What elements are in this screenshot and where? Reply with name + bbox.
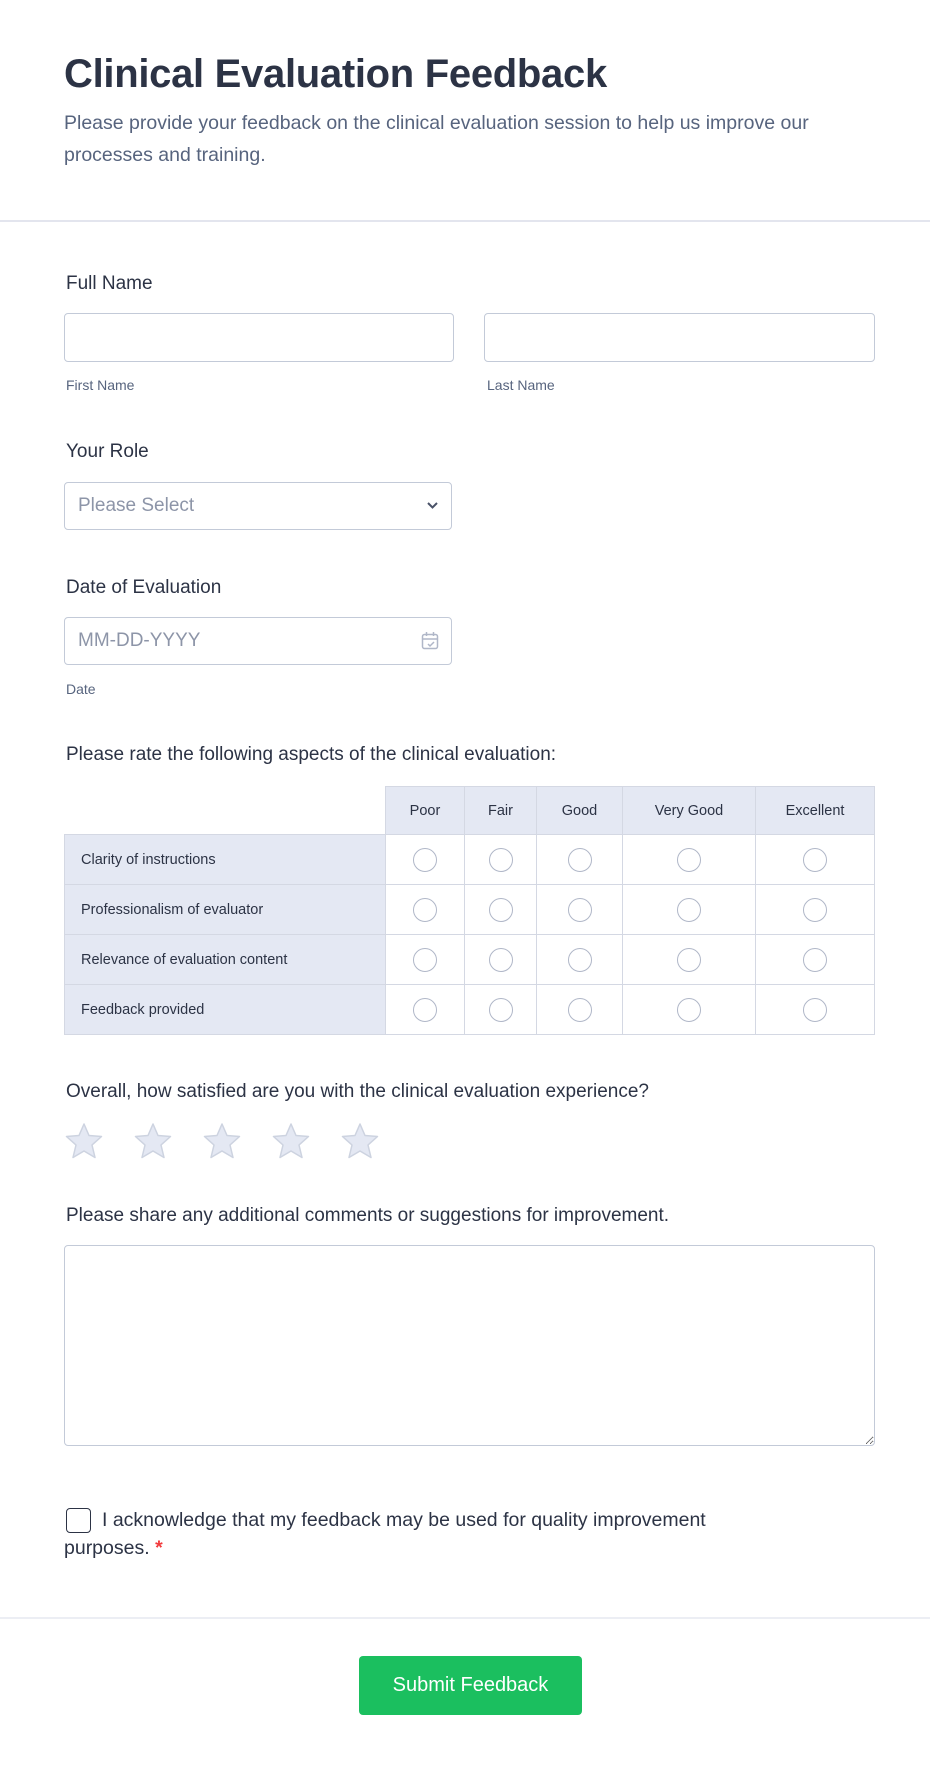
matrix-cell xyxy=(756,885,875,935)
form-subtitle: Please provide your feedback on the clinical evaluation session to help us improve our processes and training. xyxy=(64,112,809,166)
header-divider xyxy=(0,220,930,222)
rating-radio[interactable] xyxy=(803,898,827,922)
matrix-row-label: Clarity of instructions xyxy=(64,835,386,885)
first-name-input[interactable] xyxy=(64,313,454,362)
rating-matrix-label: Please rate the following aspects of the clinical evaluation: xyxy=(66,744,557,765)
rating-radio[interactable] xyxy=(489,998,513,1022)
satisfaction-label: Overall, how satisfied are you with the clinical evaluation experience? xyxy=(66,1081,649,1102)
date-placeholder: MM-DD-YYYY xyxy=(78,630,201,651)
rating-radio[interactable] xyxy=(677,848,701,872)
matrix-cell xyxy=(386,935,465,985)
matrix-cell xyxy=(537,935,623,985)
star-rating xyxy=(64,1121,380,1161)
acknowledge-text: I acknowledge that my feedback may be used for quality improvement purposes. xyxy=(64,1509,706,1559)
matrix-cell xyxy=(537,885,623,935)
rating-radio[interactable] xyxy=(677,998,701,1022)
comments-textarea[interactable] xyxy=(64,1245,875,1446)
matrix-cell xyxy=(623,885,756,935)
star-icon[interactable] xyxy=(271,1121,311,1161)
matrix-cell xyxy=(465,885,537,935)
rating-radio[interactable] xyxy=(568,998,592,1022)
matrix-column-header: Fair xyxy=(465,786,537,835)
matrix-cell xyxy=(756,935,875,985)
rating-radio[interactable] xyxy=(568,848,592,872)
matrix-row xyxy=(64,885,875,935)
rating-matrix xyxy=(64,786,875,1035)
matrix-column-header: Good xyxy=(537,786,623,835)
matrix-cell xyxy=(756,835,875,885)
rating-radio[interactable] xyxy=(803,948,827,972)
footer-divider xyxy=(0,1617,930,1619)
date-label: Date of Evaluation xyxy=(66,577,222,598)
role-select[interactable] xyxy=(64,482,452,530)
matrix-row-label: Relevance of evaluation content xyxy=(64,935,386,985)
matrix-row-label: Feedback provided xyxy=(64,985,386,1035)
matrix-row xyxy=(64,835,875,885)
matrix-cell xyxy=(386,835,465,885)
matrix-column-header: Excellent xyxy=(756,786,875,835)
rating-radio[interactable] xyxy=(489,898,513,922)
rating-radio[interactable] xyxy=(489,948,513,972)
matrix-cell xyxy=(537,985,623,1035)
rating-radio[interactable] xyxy=(677,948,701,972)
full-name-label: Full Name xyxy=(66,273,153,294)
form-title: Clinical Evaluation Feedback xyxy=(64,52,607,96)
rating-radio[interactable] xyxy=(568,948,592,972)
star-icon[interactable] xyxy=(133,1121,173,1161)
date-sublabel: Date xyxy=(66,681,96,697)
matrix-corner xyxy=(64,786,386,835)
star-icon[interactable] xyxy=(202,1121,242,1161)
matrix-cell xyxy=(623,935,756,985)
acknowledge-label[interactable] xyxy=(64,1506,784,1562)
matrix-cell xyxy=(623,985,756,1035)
first-name-sublabel: First Name xyxy=(66,377,135,393)
star-icon[interactable] xyxy=(64,1121,104,1161)
submit-button[interactable]: Submit Feedback xyxy=(359,1656,582,1715)
last-name-sublabel: Last Name xyxy=(487,377,555,393)
matrix-row-label: Professionalism of evaluator xyxy=(64,885,386,935)
matrix-cell xyxy=(465,985,537,1035)
rating-radio[interactable] xyxy=(413,998,437,1022)
matrix-cell xyxy=(756,985,875,1035)
matrix-row xyxy=(64,935,875,985)
rating-radio[interactable] xyxy=(413,848,437,872)
rating-radio[interactable] xyxy=(568,898,592,922)
last-name-input[interactable] xyxy=(484,313,875,362)
rating-radio[interactable] xyxy=(489,848,513,872)
matrix-cell xyxy=(465,835,537,885)
rating-radio[interactable] xyxy=(677,898,701,922)
comments-label: Please share any additional comments or suggestions for improvement. xyxy=(66,1205,670,1226)
rating-radio[interactable] xyxy=(413,948,437,972)
matrix-column-header: Very Good xyxy=(623,786,756,835)
matrix-cell xyxy=(537,835,623,885)
calendar-icon[interactable] xyxy=(421,631,439,651)
rating-radio[interactable] xyxy=(803,998,827,1022)
date-input[interactable] xyxy=(64,617,452,665)
rating-radio[interactable] xyxy=(803,848,827,872)
matrix-cell xyxy=(386,985,465,1035)
matrix-cell xyxy=(623,835,756,885)
role-placeholder: Please Select xyxy=(78,495,195,516)
matrix-cell xyxy=(465,935,537,985)
role-label: Your Role xyxy=(66,441,149,462)
matrix-row xyxy=(64,985,875,1035)
rating-radio[interactable] xyxy=(413,898,437,922)
matrix-column-header: Poor xyxy=(386,786,465,835)
star-icon[interactable] xyxy=(340,1121,380,1161)
required-asterisk: * xyxy=(155,1537,163,1559)
matrix-cell xyxy=(386,885,465,935)
chevron-down-icon xyxy=(426,501,439,510)
